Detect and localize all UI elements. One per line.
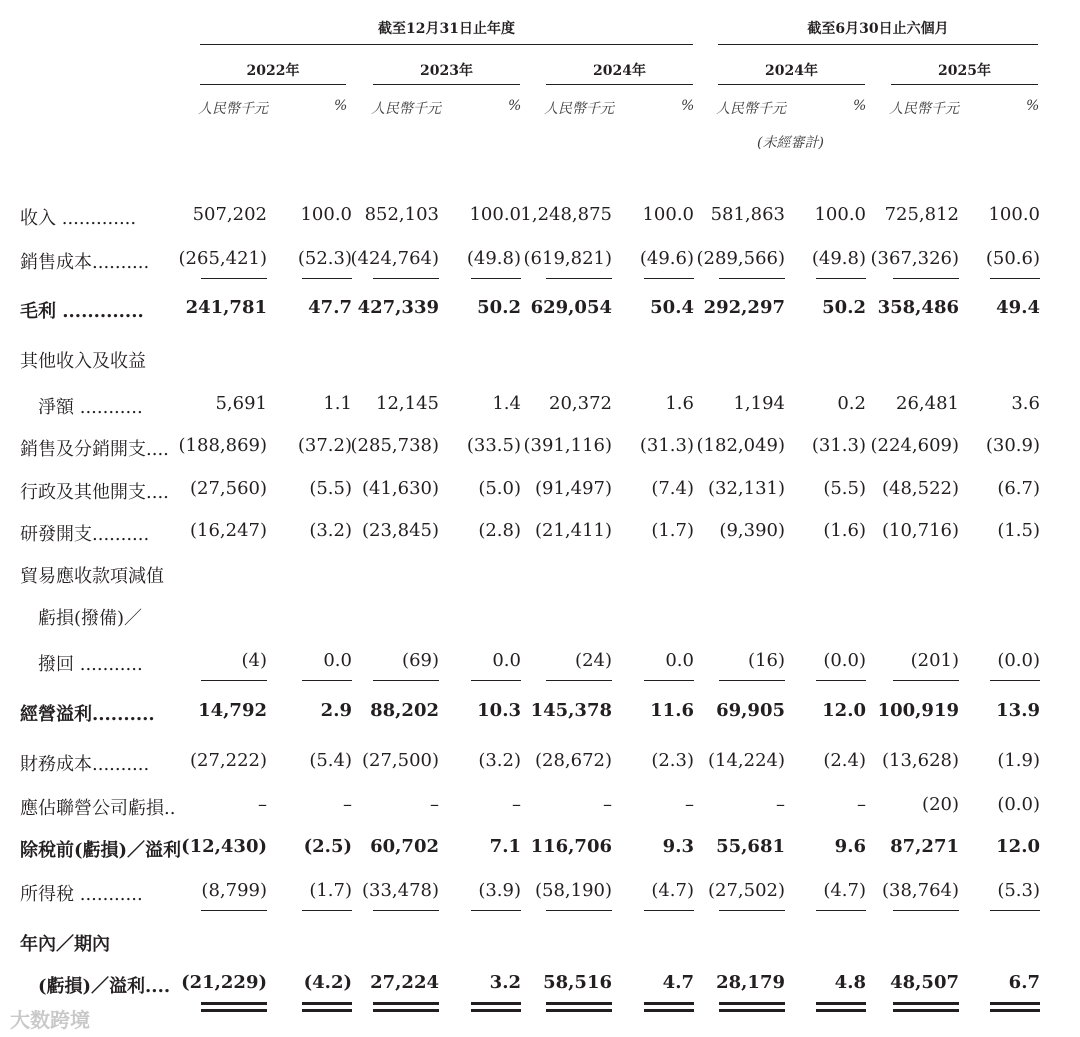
cell-amount: 48,507 <box>890 972 959 993</box>
cell-amount: – <box>603 794 612 815</box>
cell-percent: – <box>512 794 521 815</box>
cell-percent: (4.2) <box>303 972 352 993</box>
cell-amount: (13,628) <box>881 750 959 771</box>
period-year-header: 截至12月31日止年度 <box>378 21 515 37</box>
year-header-2024-half: 2024年 <box>765 63 818 79</box>
cell-amount: (69) <box>402 650 439 671</box>
unit-pct-2024: % <box>681 98 695 114</box>
unit-pct-2022: % <box>334 98 348 114</box>
cell-percent: (3.2) <box>478 750 521 771</box>
row-label: 毛利 ............. <box>20 301 144 322</box>
cell-amount: (619,821) <box>523 248 612 269</box>
cell-amount: (8,799) <box>201 880 267 901</box>
total-double-underline <box>302 1002 352 1012</box>
cell-amount: (367,326) <box>870 248 959 269</box>
cell-amount: 69,905 <box>716 700 785 721</box>
cell-percent: (6.7) <box>997 478 1040 499</box>
cell-percent: 100.0 <box>300 204 352 225</box>
cell-percent: (0.0) <box>997 650 1040 671</box>
total-double-underline <box>719 1002 785 1012</box>
period-year-rule <box>200 44 693 45</box>
unit-pct-2025-half: % <box>1026 98 1040 114</box>
cell-amount: 60,702 <box>370 836 439 857</box>
cell-percent: 11.6 <box>650 700 694 721</box>
subtotal-underline <box>893 278 959 279</box>
year-rule-2024-half <box>718 84 865 85</box>
cell-percent: 6.7 <box>1008 972 1040 993</box>
unit-rmb-2023: 人民幣千元 <box>371 101 441 117</box>
subtotal-underline <box>302 680 352 681</box>
cell-amount: 292,297 <box>703 297 785 318</box>
year-rule-2022 <box>200 84 346 85</box>
cell-percent: (1.6) <box>823 520 866 541</box>
cell-amount: 58,516 <box>543 972 612 993</box>
cell-amount: (182,049) <box>696 435 785 456</box>
cell-percent: 50.4 <box>650 297 694 318</box>
subtotal-underline <box>471 278 521 279</box>
total-double-underline <box>644 1002 694 1012</box>
cell-percent: (5.0) <box>478 478 521 499</box>
subtotal-underline <box>546 680 612 681</box>
cell-percent: (1.9) <box>997 750 1040 771</box>
cell-percent: (31.3) <box>639 435 694 456</box>
cell-amount: 581,863 <box>710 204 785 225</box>
cell-percent: 10.3 <box>477 700 521 721</box>
subtotal-underline <box>719 680 785 681</box>
cell-amount: (27,502) <box>707 880 785 901</box>
subtotal-underline <box>644 910 694 911</box>
cell-amount: – <box>430 794 439 815</box>
cell-amount: 358,486 <box>877 297 959 318</box>
cell-amount: (201) <box>910 650 959 671</box>
cell-percent: (4.7) <box>823 880 866 901</box>
cell-percent: (1.7) <box>651 520 694 541</box>
subtotal-underline <box>816 910 866 911</box>
cell-percent: 0.0 <box>665 650 694 671</box>
cell-amount: 507,202 <box>192 204 267 225</box>
subtotal-underline <box>471 910 521 911</box>
cell-amount: (289,566) <box>696 248 785 269</box>
cell-percent: 12.0 <box>996 836 1040 857</box>
cell-amount: 116,706 <box>530 836 612 857</box>
cell-percent: (0.0) <box>997 794 1040 815</box>
cell-amount: (58,190) <box>534 880 612 901</box>
cell-percent: (7.4) <box>651 478 694 499</box>
cell-amount: 26,481 <box>896 393 959 414</box>
year-header-2025-half: 2025年 <box>938 63 991 79</box>
subtotal-underline <box>201 680 267 681</box>
cell-percent: (31.3) <box>811 435 866 456</box>
cell-amount: – <box>776 794 785 815</box>
subtotal-underline <box>302 278 352 279</box>
cell-amount: (424,764) <box>350 248 439 269</box>
cell-amount: (27,500) <box>361 750 439 771</box>
cell-amount: (32,131) <box>707 478 785 499</box>
year-header-2023: 2023年 <box>420 63 473 79</box>
cell-percent: (49.8) <box>811 248 866 269</box>
cell-percent: 100.0 <box>988 204 1040 225</box>
cell-amount: (20) <box>922 794 959 815</box>
cell-amount: (24) <box>575 650 612 671</box>
cell-percent: (30.9) <box>985 435 1040 456</box>
row-label: 研發開支.......... <box>20 524 150 545</box>
cell-amount: (33,478) <box>361 880 439 901</box>
subtotal-underline <box>201 278 267 279</box>
cell-amount: 88,202 <box>370 700 439 721</box>
cell-amount: (9,390) <box>719 520 785 541</box>
cell-amount: (265,421) <box>178 248 267 269</box>
year-rule-2023 <box>373 84 520 85</box>
cell-amount: (391,116) <box>523 435 612 456</box>
subtotal-underline <box>893 910 959 911</box>
cell-amount: (14,224) <box>707 750 785 771</box>
subtotal-underline <box>990 910 1040 911</box>
cell-amount: (41,630) <box>361 478 439 499</box>
row-label: 其他收入及收益 <box>20 351 146 372</box>
cell-amount: (16,247) <box>189 520 267 541</box>
row-label: 收入 ............. <box>20 208 137 229</box>
cell-amount: 427,339 <box>357 297 439 318</box>
cell-amount: 12,145 <box>376 393 439 414</box>
cell-percent: 7.1 <box>489 836 521 857</box>
cell-percent: (33.5) <box>466 435 521 456</box>
cell-percent: 4.7 <box>662 972 694 993</box>
cell-percent: – <box>857 794 866 815</box>
unit-rmb-2022: 人民幣千元 <box>198 101 268 117</box>
cell-percent: (2.5) <box>303 836 352 857</box>
cell-percent: (2.3) <box>651 750 694 771</box>
cell-percent: 0.0 <box>323 650 352 671</box>
cell-percent: 1.1 <box>323 393 352 414</box>
cell-percent: 1.6 <box>665 393 694 414</box>
cell-amount: 852,103 <box>364 204 439 225</box>
cell-percent: (37.2) <box>297 435 352 456</box>
row-label: 應佔聯營公司虧損.. <box>20 798 176 819</box>
cell-percent: 49.4 <box>996 297 1040 318</box>
total-double-underline <box>893 1002 959 1012</box>
subtotal-underline <box>719 910 785 911</box>
subtotal-underline <box>816 680 866 681</box>
cell-amount: (4) <box>241 650 267 671</box>
cell-percent: (5.5) <box>823 478 866 499</box>
row-label: (虧損)／溢利.... <box>20 976 171 997</box>
year-header-2022: 2022年 <box>246 63 300 79</box>
subtotal-underline <box>893 680 959 681</box>
cell-percent: (2.8) <box>478 520 521 541</box>
row-label: 淨額 ........... <box>20 397 143 418</box>
cell-amount: 629,054 <box>530 297 612 318</box>
cell-amount: – <box>258 794 267 815</box>
row-label: 年內／期內 <box>20 934 110 955</box>
cell-amount: (10,716) <box>881 520 959 541</box>
subtotal-underline <box>644 278 694 279</box>
total-double-underline <box>546 1002 612 1012</box>
cell-percent: (1.5) <box>997 520 1040 541</box>
watermark: 大数跨境 <box>10 1008 90 1032</box>
cell-amount: 145,378 <box>530 700 612 721</box>
cell-amount: 1,194 <box>733 393 785 414</box>
cell-amount: (48,522) <box>881 478 959 499</box>
cell-amount: 55,681 <box>716 836 785 857</box>
cell-amount: (27,222) <box>189 750 267 771</box>
year-rule-2024 <box>546 84 693 85</box>
subtotal-underline <box>990 278 1040 279</box>
subtotal-underline <box>719 278 785 279</box>
cell-percent: 50.2 <box>477 297 521 318</box>
period-half-header: 截至6月30日止六個月 <box>807 21 949 37</box>
cell-percent: (50.6) <box>985 248 1040 269</box>
cell-percent: 50.2 <box>822 297 866 318</box>
cell-percent: (1.7) <box>309 880 352 901</box>
cell-amount: (91,497) <box>534 478 612 499</box>
cell-percent: 3.2 <box>489 972 521 993</box>
total-double-underline <box>201 1002 267 1012</box>
cell-amount: (12,430) <box>181 836 267 857</box>
cell-percent: (3.2) <box>309 520 352 541</box>
cell-percent: (3.9) <box>478 880 521 901</box>
cell-percent: (5.5) <box>309 478 352 499</box>
cell-percent: (5.4) <box>309 750 352 771</box>
cell-amount: 27,224 <box>370 972 439 993</box>
cell-percent: 2.9 <box>320 700 352 721</box>
row-label: 行政及其他開支.... <box>20 482 169 503</box>
cell-amount: 241,781 <box>185 297 267 318</box>
cell-amount: 1,248,875 <box>520 204 612 225</box>
cell-percent: (49.8) <box>466 248 521 269</box>
cell-percent: (4.7) <box>651 880 694 901</box>
cell-percent: (5.3) <box>997 880 1040 901</box>
year-rule-2025-half <box>891 84 1038 85</box>
subtotal-underline <box>201 910 267 911</box>
subtotal-underline <box>546 910 612 911</box>
total-double-underline <box>373 1002 439 1012</box>
subtotal-underline <box>373 910 439 911</box>
row-label: 經營溢利.......... <box>20 704 155 725</box>
cell-amount: (28,672) <box>534 750 612 771</box>
cell-amount: 725,812 <box>884 204 959 225</box>
unit-rmb-2024: 人民幣千元 <box>544 101 614 117</box>
cell-percent: 3.6 <box>1011 393 1040 414</box>
subtotal-underline <box>302 910 352 911</box>
row-label: 貿易應收款項減值 <box>20 566 164 587</box>
row-label: 虧損(撥備)／ <box>20 608 143 629</box>
cell-percent: 0.2 <box>837 393 866 414</box>
row-label: 銷售及分銷開支.... <box>20 439 169 460</box>
subtotal-underline <box>373 680 439 681</box>
unit-pct-2024-half: % <box>853 98 867 114</box>
cell-amount: (38,764) <box>881 880 959 901</box>
cell-percent: 4.8 <box>834 972 866 993</box>
cell-amount: 5,691 <box>215 393 267 414</box>
cell-percent: 13.9 <box>996 700 1040 721</box>
cell-percent: (52.3) <box>297 248 352 269</box>
cell-percent: 100.0 <box>642 204 694 225</box>
year-header-2024: 2024年 <box>593 63 646 79</box>
cell-percent: 12.0 <box>822 700 866 721</box>
subtotal-underline <box>373 278 439 279</box>
subtotal-underline <box>990 680 1040 681</box>
cell-amount: (23,845) <box>361 520 439 541</box>
cell-percent: (49.6) <box>639 248 694 269</box>
cell-percent: (2.4) <box>823 750 866 771</box>
period-half-rule <box>718 44 1038 45</box>
cell-percent: 47.7 <box>308 297 352 318</box>
cell-percent: – <box>343 794 352 815</box>
row-label: 除稅前(虧損)／溢利 <box>20 840 182 861</box>
cell-amount: (285,738) <box>350 435 439 456</box>
row-label: 撥回 ........... <box>20 654 143 675</box>
unaudited-note: (未經審計) <box>757 135 824 151</box>
cell-amount: (27,560) <box>189 478 267 499</box>
unit-rmb-2024-half: 人民幣千元 <box>716 101 786 117</box>
row-label: 財務成本.......... <box>20 754 150 775</box>
subtotal-underline <box>546 278 612 279</box>
cell-amount: 20,372 <box>549 393 612 414</box>
cell-amount: 100,919 <box>877 700 959 721</box>
cell-percent: 9.3 <box>662 836 694 857</box>
cell-amount: (21,411) <box>534 520 612 541</box>
total-double-underline <box>990 1002 1040 1012</box>
row-label: 銷售成本.......... <box>20 252 150 273</box>
cell-amount: (188,869) <box>178 435 267 456</box>
cell-amount: 87,271 <box>890 836 959 857</box>
cell-percent: 100.0 <box>469 204 521 225</box>
total-double-underline <box>816 1002 866 1012</box>
cell-percent: 100.0 <box>814 204 866 225</box>
subtotal-underline <box>816 278 866 279</box>
cell-percent: 0.0 <box>492 650 521 671</box>
cell-amount: (224,609) <box>870 435 959 456</box>
total-double-underline <box>471 1002 521 1012</box>
cell-amount: (16) <box>748 650 785 671</box>
cell-amount: 14,792 <box>198 700 267 721</box>
subtotal-underline <box>644 680 694 681</box>
unit-rmb-2025-half: 人民幣千元 <box>889 101 959 117</box>
cell-amount: (21,229) <box>181 972 267 993</box>
subtotal-underline <box>471 680 521 681</box>
cell-percent: (0.0) <box>823 650 866 671</box>
cell-percent: – <box>685 794 694 815</box>
row-label: 所得稅 ........... <box>20 884 143 905</box>
cell-amount: 28,179 <box>716 972 785 993</box>
unit-pct-2023: % <box>508 98 522 114</box>
cell-percent: 1.4 <box>492 393 521 414</box>
cell-percent: 9.6 <box>834 836 866 857</box>
